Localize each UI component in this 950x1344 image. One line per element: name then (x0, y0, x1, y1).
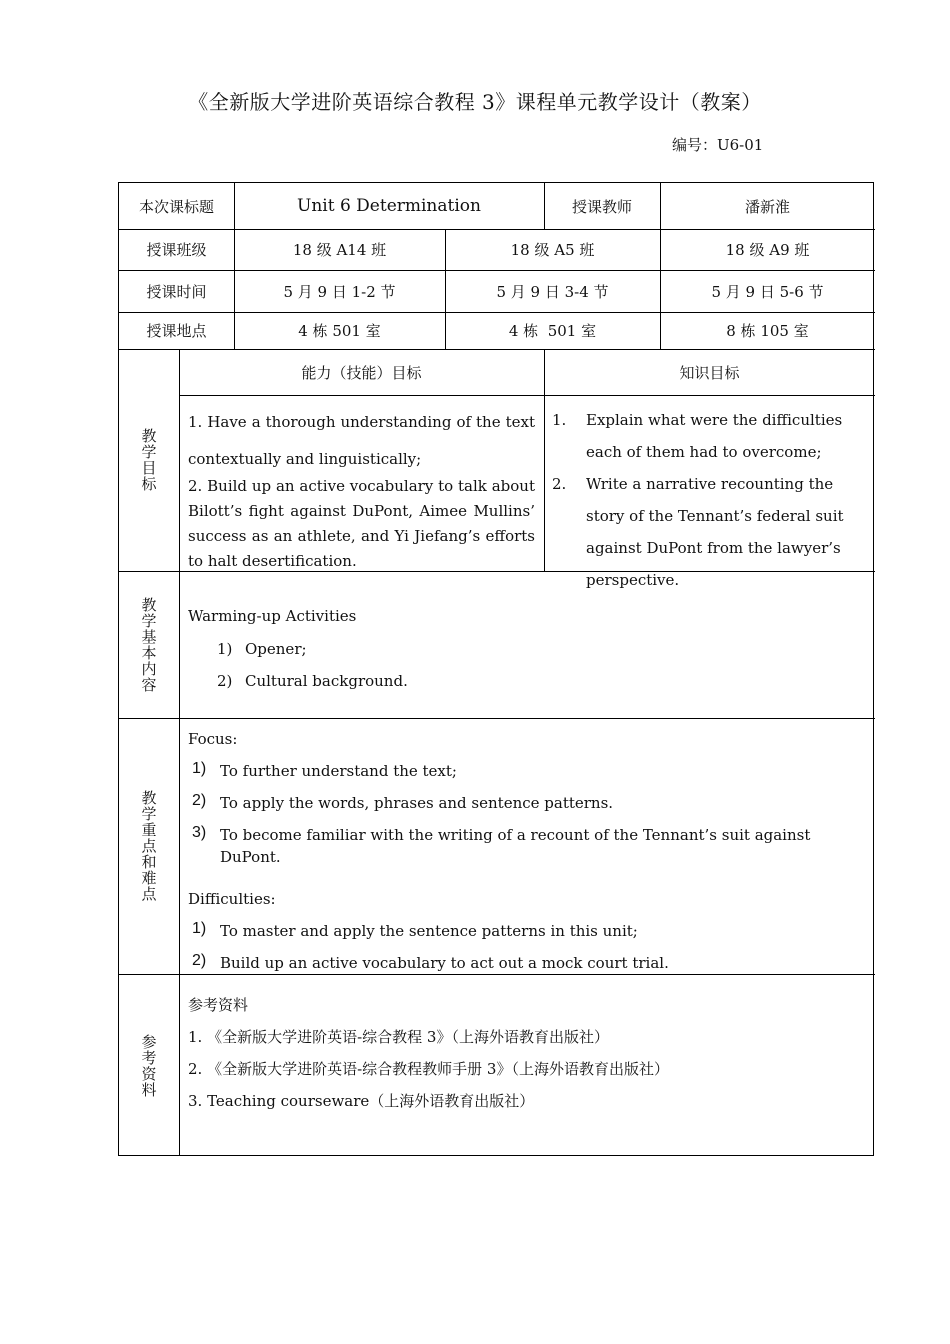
class-label: 授课班级 (146, 241, 207, 259)
place-value: 8 栋 105 室 (726, 322, 809, 340)
difficulty-item: To master and apply the sentence patterns in this unit; (220, 922, 638, 940)
col-divider (179, 349, 180, 1156)
knowledge-objectives-header: 知识目标 (679, 363, 740, 382)
difficulty-heading: Difficulties: (188, 890, 276, 908)
reference-item: 2. 《全新版大学进阶英语-综合教程教师手册 3》（上海外语教育出版社） (188, 1060, 669, 1078)
row-divider (119, 974, 875, 975)
difficulty-item-number: 1) (192, 920, 207, 937)
objectives-label: 教学目标 (139, 428, 158, 492)
skill-objective-item: 1. Have a thorough understanding of the text contextually and linguistically; (188, 413, 535, 468)
content-item: Opener; (245, 640, 307, 658)
knowledge-objective-item: Write a narrative recounting the story of the Tennant’s federal suit against DuPont from the lawyer’s perspective. (586, 475, 844, 589)
focus-item: To become familiar with the writing of a recount of the Tennant’s suit against DuPont. (220, 826, 811, 866)
class-value: 18 级 A9 班 (725, 241, 810, 259)
page-title: 《全新版大学进阶英语综合教程 3》课程单元教学设计（教案） (188, 90, 762, 114)
focus-item-number: 3) (192, 824, 207, 841)
reference-item: 3. Teaching courseware（上海外语教育出版社） (188, 1092, 535, 1110)
place-value: 4 栋 501 室 (508, 322, 597, 340)
topic-label: 本次课标题 (138, 197, 214, 216)
content-label: 教学基本内容 (139, 596, 158, 693)
content-item: Cultural background. (245, 672, 408, 690)
time-value: 5 月 9 日 5-6 节 (711, 282, 824, 301)
focus-item-number: 2) (192, 792, 207, 809)
focus-item-number: 1) (192, 760, 207, 777)
focus-heading: Focus: (188, 730, 238, 748)
references-heading: 参考资料 (188, 996, 249, 1014)
document-number: 编号：U6-01 (672, 136, 764, 154)
class-value: 18 级 A5 班 (510, 241, 595, 259)
focus-item: To apply the words, phrases and sentence patterns. (220, 794, 614, 812)
time-value: 5 月 9 日 3-4 节 (496, 282, 609, 301)
focus-label: 教学重点和难点 (139, 790, 158, 902)
references-label: 参考资料 (139, 1033, 158, 1098)
content-heading: Warming-up Activities (188, 607, 357, 625)
difficulty-item: Build up an active vocabulary to act out a mock court trial. (220, 954, 669, 972)
content-item-number: 1) (217, 640, 233, 658)
place-value: 4 栋 501 室 (298, 322, 381, 340)
knowledge-objective-number: 2. (552, 475, 567, 493)
time-label: 授课时间 (146, 282, 207, 301)
difficulty-item-number: 2) (192, 952, 207, 969)
row-divider (119, 718, 875, 719)
row-divider (179, 395, 875, 396)
content-item-number: 2) (217, 672, 233, 690)
skill-objectives-header: 能力（技能）目标 (301, 363, 422, 382)
teacher-label: 授课教师 (571, 197, 632, 216)
knowledge-objective-item: Explain what were the difficulties each of them had to overcome; (586, 411, 843, 461)
reference-item: 1. 《全新版大学进阶英语-综合教程 3》（上海外语教育出版社） (188, 1028, 609, 1046)
topic-value: Unit 6 Determination (297, 196, 481, 216)
lesson-plan-table (118, 182, 874, 1156)
focus-item: To further understand the text; (220, 762, 457, 780)
knowledge-objective-number: 1. (552, 411, 567, 429)
skill-objective-item: 2. Build up an active vocabulary to talk about Bilott’s fight against DuPont, Aimee Mullins’ success as an athlete, and Yi Jiefang’s efforts to halt desertification. (188, 477, 535, 570)
teacher-value: 潘新淮 (744, 197, 790, 216)
time-value: 5 月 9 日 1-2 节 (283, 282, 396, 301)
place-label: 授课地点 (146, 322, 207, 340)
class-value: 18 级 A14 班 (292, 241, 387, 259)
